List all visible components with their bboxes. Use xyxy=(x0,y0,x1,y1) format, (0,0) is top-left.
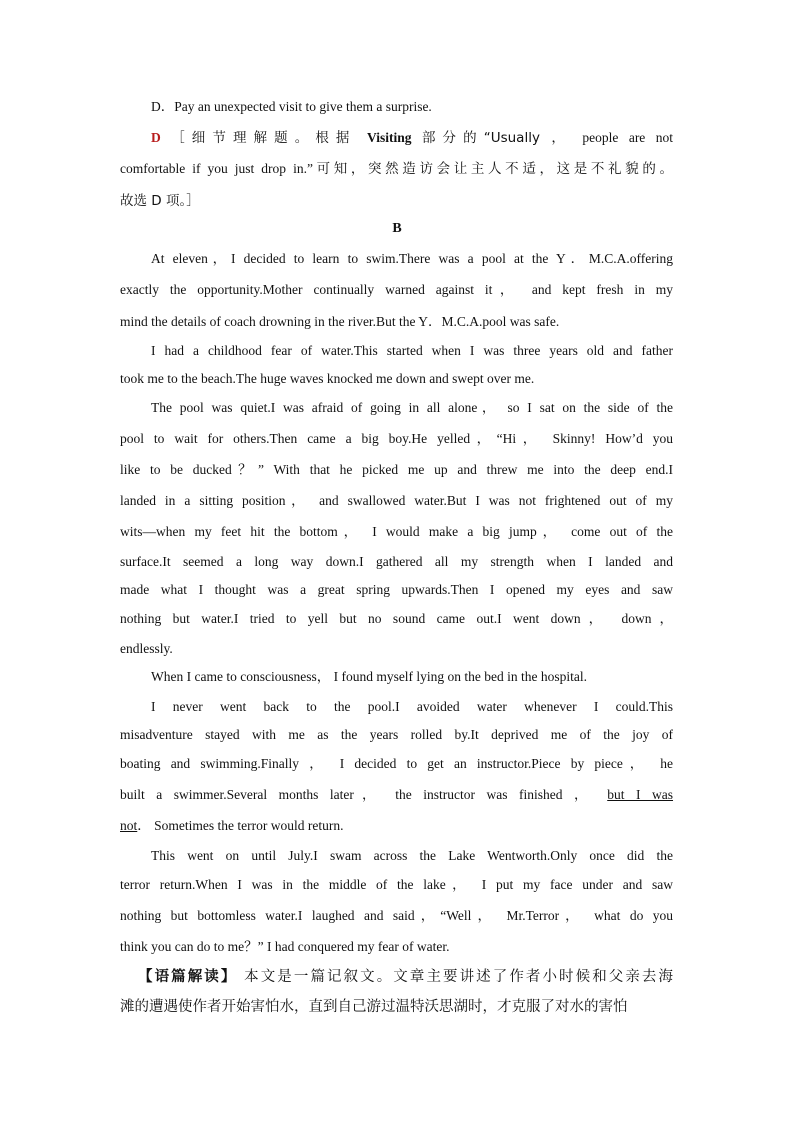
answer-line-1: D ［细节理解题。根据 Visiting 部分的“Usually ， people are not xyxy=(151,130,674,146)
answer-letter: D xyxy=(151,130,161,145)
passage-line: nothing but bottomless water.I laughed and said，“Well， Mr.Terror， what do you xyxy=(120,908,673,923)
passage-line: At eleven，I decided to learn to swim.There was a pool at the Y．M.C.A.offering xyxy=(151,251,673,266)
passage-line: exactly the opportunity.Mother continually warned against it， and kept fresh in my xyxy=(120,282,673,297)
analysis-line-1: 【语篇解读】 本文是一篇记叙文。文章主要讲述了作者小时候和父亲去海 xyxy=(138,969,674,985)
analysis-line-2: 滩的遭遇使作者开始害怕水，直到自己游过温特沃思湖时，才克服了对水的害怕 xyxy=(120,999,628,1015)
passage-line: not． Sometimes the terror would return. xyxy=(120,818,344,833)
passage-line: pool to wait for others.Then came a big boy.He yelled，“Hi， Skinny! How’d you xyxy=(120,431,673,446)
passage-line: The pool was quiet.I was afraid of going in all alone， so I sat on the side of the xyxy=(151,400,673,415)
answer-line-2: comfortable if you just drop in.”可知，突然造访会让主人不适，这是不礼貌的。 xyxy=(120,161,673,176)
passage-line: nothing but water.I tried to yell but no sound came out.I went down， down， xyxy=(120,611,673,626)
passage-line: endlessly. xyxy=(120,641,173,656)
underlined-phrase: not xyxy=(120,818,138,833)
passage-line: like to be ducked？” With that he picked me up and threw me into the deep end.I xyxy=(120,462,673,477)
passage-line: took me to the beach.The huge waves knocked me down and swept over me. xyxy=(120,371,535,386)
passage-line: I never went back to the pool.I avoided water whenever I could.This xyxy=(151,699,673,714)
passage-line: landed in a sitting position， and swallowed water.But I was not frightened out of my xyxy=(120,493,673,508)
answer-line-3: 故选 D 项。］ xyxy=(120,193,200,209)
passage-line: wits—when my feet hit the bottom， I would make a big jump， come out of the xyxy=(120,524,673,539)
passage-line: I had a childhood fear of water.This started when I was three years old and father xyxy=(151,343,673,358)
passage-line: This went on until July.I swam across the Lake Wentworth.Only once did the xyxy=(151,848,673,863)
underlined-phrase: but I was xyxy=(607,787,674,802)
option-d: D．Pay an unexpected visit to give them a surprise. xyxy=(151,99,432,114)
passage-line: terror return.When I was in the middle of the lake， I put my face under and saw xyxy=(120,877,673,892)
passage-line: made what I thought was a great spring upwards.Then I opened my eyes and saw xyxy=(120,582,673,597)
passage-line: misadventure stayed with me as the years rolled by.It deprived me of the joy of xyxy=(120,727,673,742)
passage-line: boating and swimming.Finally ， I decided to get an instructor.Piece by piece， he xyxy=(120,756,673,771)
analysis-label: 【语篇解读】 xyxy=(138,969,238,985)
passage-line: mind the details of coach drowning in the river.But the Y．M.C.A.pool was safe. xyxy=(120,314,560,329)
passage-line: surface.It seemed a long way down.I gathered all my strength when I landed and xyxy=(120,554,673,569)
passage-line: When I came to consciousness， I found myself lying on the bed in the hospital. xyxy=(151,669,588,684)
section-heading: B xyxy=(392,221,402,236)
passage-line: built a swimmer.Several months later， the instructor was finished ， but I was xyxy=(120,787,674,802)
passage-line: think you can do to me？” I had conquered my fear of water. xyxy=(120,939,450,954)
